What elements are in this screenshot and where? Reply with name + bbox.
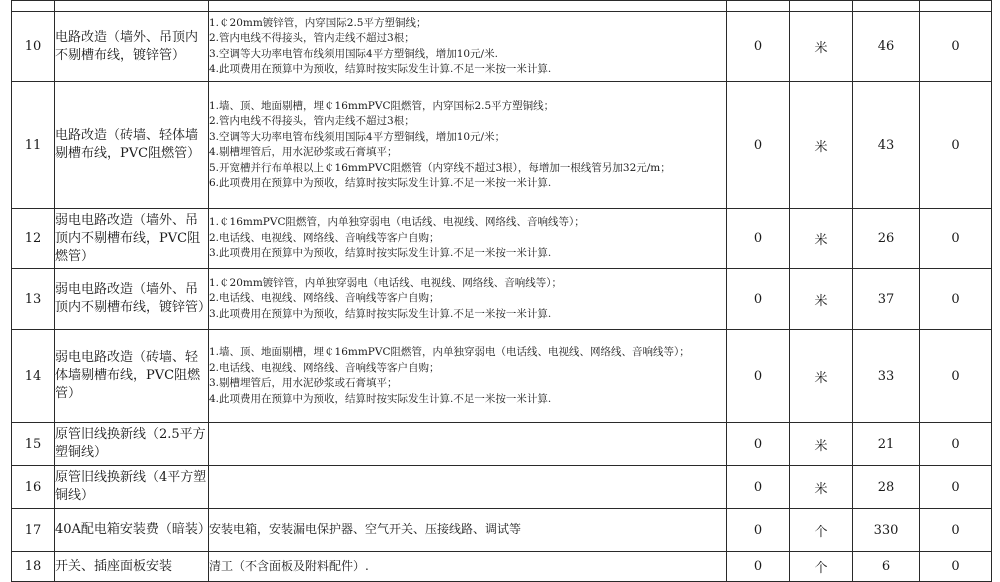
- item-unit-price: 21: [853, 423, 920, 466]
- item-name: 弱电电路改造（墙外、吊顶内不剔槽布线，镀锌管）: [55, 269, 209, 330]
- table-row: [12, 1, 992, 12]
- description-line: 2.管内电线不得接头，管内走线不超过3根；: [209, 32, 415, 44]
- description-line: 3.此项费用在预算中为预收，结算时按实际发生计算.不足一米按一米计算.: [209, 307, 552, 320]
- item-quantity: 0: [727, 552, 790, 582]
- description-line: 清工（不含面板及附料配件）.: [209, 558, 369, 573]
- item-total: 0: [920, 552, 992, 582]
- description-line: 1.￠20mm镀锌管，内穿国际2.5平方塑铜线；: [209, 16, 427, 29]
- table-row: [12, 269, 992, 330]
- table-row: [12, 12, 992, 82]
- description-line: 5.开宽槽并行布单根以上￠16mmPVC阻燃管（内穿线不超过3根），每增加一根线管另加32元/m；: [209, 161, 671, 174]
- item-unit-price: 33: [853, 330, 920, 423]
- item-unit: 米: [790, 12, 853, 82]
- item-name: 40A配电箱安装费（暗装）: [55, 509, 209, 552]
- item-description: [209, 330, 727, 423]
- description-line: 2.管内电线不得接头，管内走线不超过3根；: [209, 115, 415, 127]
- item-number: 16: [12, 466, 55, 509]
- table-row: [12, 330, 992, 423]
- description-line: 安装电箱，安装漏电保护器、空气开关、压接线路、调试等: [209, 522, 522, 537]
- item-total: 0: [920, 12, 992, 82]
- item-name: 原管旧线换新线（2.5平方塑铜线）: [55, 423, 209, 466]
- item-quantity: 0: [727, 12, 790, 82]
- item-total: 0: [920, 330, 992, 423]
- item-name: 弱电电路改造（墙外、吊顶内不剔槽布线，PVC阻燃管）: [55, 209, 209, 269]
- item-unit-price: 330: [853, 509, 920, 552]
- item-description: [209, 509, 727, 552]
- item-description: [209, 466, 727, 509]
- item-description: [209, 423, 727, 466]
- table-row: [12, 82, 992, 209]
- item-unit: 米: [790, 330, 853, 423]
- description-line: 4.此项费用在预算中为预收，结算时按实际发生计算.不足一米按一米计算.: [209, 63, 552, 75]
- item-description: [209, 552, 727, 582]
- table-row: [12, 509, 992, 552]
- item-unit-price: 43: [853, 82, 920, 209]
- description-line: 3.剔槽埋管后，用水泥砂浆或石膏填平；: [209, 377, 398, 389]
- item-unit-price: 26: [853, 209, 920, 269]
- item-unit: 米: [790, 269, 853, 330]
- item-unit-price: 6: [853, 552, 920, 582]
- item-name: 电路改造（墙外、吊顶内不剔槽布线，镀锌管）: [55, 12, 209, 82]
- item-name: 弱电电路改造（砖墙、轻体墙剔槽布线，PVC阻燃管）: [55, 330, 209, 423]
- description-line: 2.电话线、电视线、网络线、音响线等客户自购；: [209, 292, 440, 305]
- item-quantity: 0: [727, 466, 790, 509]
- item-unit: 米: [790, 209, 853, 269]
- item-quantity: 0: [727, 269, 790, 330]
- table-row: [12, 209, 992, 269]
- item-total: 0: [920, 466, 992, 509]
- item-total: 0: [920, 509, 992, 552]
- table-row: [12, 466, 992, 509]
- item-quantity: 0: [727, 423, 790, 466]
- item-unit: 个: [790, 552, 853, 582]
- item-total: 0: [920, 423, 992, 466]
- description-line: 1.墙、顶、地面剔槽，埋￠16mmPVC阻燃管，内单独穿弱电（电话线、电视线、网络线、音响线等）；: [209, 346, 690, 358]
- row-top-total: [920, 1, 992, 12]
- item-total: 0: [920, 209, 992, 269]
- description-line: 4.剔槽埋管后，用水泥砂浆或石膏填平；: [209, 146, 398, 158]
- row-top-unit: [790, 1, 853, 12]
- row-top-qty: [727, 1, 790, 12]
- item-number: 12: [12, 209, 55, 269]
- item-description: [209, 269, 727, 330]
- item-description: [209, 82, 727, 209]
- item-unit: 米: [790, 466, 853, 509]
- item-unit: 米: [790, 82, 853, 209]
- item-unit-price: 46: [853, 12, 920, 82]
- item-unit: 个: [790, 509, 853, 552]
- description-line: 3.空调等大功率电管布线须用国际4平方塑铜线，增加10元/米.: [209, 47, 498, 60]
- description-line: 3.此项费用在预算中为预收，结算时按实际发生计算.不足一米按一米计算.: [209, 247, 552, 260]
- description-line: 3.空调等大功率电管布线须用国际4平方塑铜线，增加10元/米；: [209, 130, 506, 143]
- item-number: 10: [12, 12, 55, 82]
- row-top-price: [853, 1, 920, 12]
- row-top-name: [55, 1, 209, 12]
- item-quantity: 0: [727, 509, 790, 552]
- description-line: 1.墙、顶、地面剔槽，埋￠16mmPVC阻燃管，内穿国标2.5平方塑铜线；: [209, 99, 555, 112]
- item-unit-price: 37: [853, 269, 920, 330]
- item-unit-price: 28: [853, 466, 920, 509]
- description-line: 6.此项费用在预算中为预收，结算时按实际发生计算.不足一米按一米计算.: [209, 177, 552, 189]
- item-quantity: 0: [727, 82, 790, 209]
- description-line: 1.￠20mm镀锌管，内单独穿弱电（电话线、电视线、网络线、音响线等）；: [209, 276, 563, 289]
- item-total: 0: [920, 269, 992, 330]
- item-description: [209, 209, 727, 269]
- item-name: 原管旧线换新线（4平方塑铜线）: [55, 466, 209, 509]
- item-name: 电路改造（砖墙、轻体墙剔槽布线，PVC阻燃管）: [55, 82, 209, 209]
- description-line: 2.电话线、电视线、网络线、音响线等客户自购；: [209, 231, 440, 244]
- description-line: 4.此项费用在预算中为预收，结算时按实际发生计算.不足一米按一米计算.: [209, 392, 552, 405]
- item-unit: 米: [790, 423, 853, 466]
- row-top-no: [12, 1, 55, 12]
- item-description: [209, 12, 727, 82]
- quotation-table: [11, 0, 992, 582]
- description-line: 1.￠16mmPVC阻燃管，内单独穿弱电（电话线、电视线、网络线、音响线等）；: [209, 216, 585, 229]
- item-name: 开关、插座面板安装: [55, 552, 209, 582]
- item-number: 14: [12, 330, 55, 423]
- table-row: [12, 552, 992, 582]
- item-number: 15: [12, 423, 55, 466]
- item-number: 18: [12, 552, 55, 582]
- item-quantity: 0: [727, 330, 790, 423]
- table-row: [12, 423, 992, 466]
- row-top-desc: [209, 1, 727, 12]
- item-total: 0: [920, 82, 992, 209]
- item-number: 17: [12, 509, 55, 552]
- item-number: 13: [12, 269, 55, 330]
- item-number: 11: [12, 82, 55, 209]
- description-line: 2.电话线、电视线、网络线、音响线等客户自购；: [209, 361, 440, 374]
- item-quantity: 0: [727, 209, 790, 269]
